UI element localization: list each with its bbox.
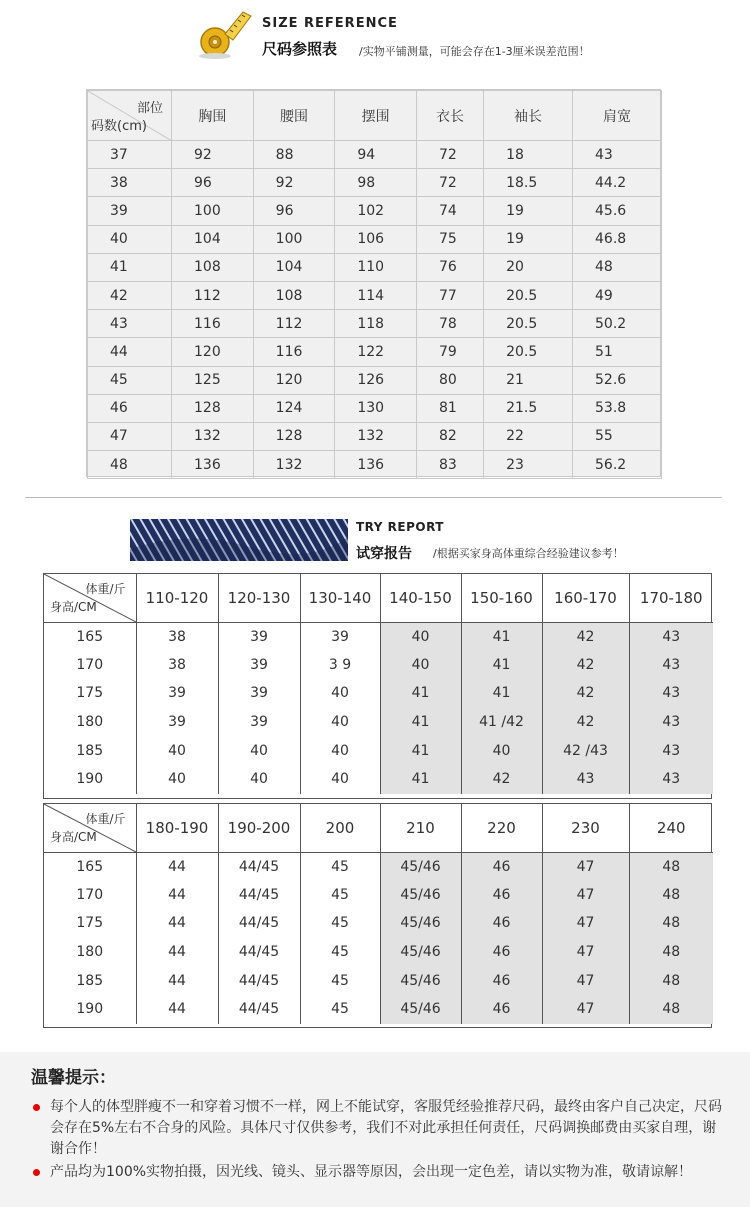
table-cell: 46 [461, 881, 542, 910]
table-cell: 46 [461, 909, 542, 938]
table-cell: 40 [380, 622, 461, 651]
table-cell: 44.2 [573, 169, 662, 197]
table-cell: 55 [573, 422, 662, 450]
table-cell: 83 [417, 451, 484, 479]
table-cell: 19 [484, 197, 573, 225]
table-cell: 44 [136, 909, 218, 938]
table-cell: 44/45 [218, 995, 300, 1024]
table-cell: 40 [218, 736, 300, 765]
table-cell: 39 [136, 679, 218, 708]
table-cell: 18.5 [484, 169, 573, 197]
table-cell: 136 [335, 451, 417, 479]
col-header-hem: 摆围 [335, 91, 417, 141]
table-cell: 41 [380, 679, 461, 708]
table-cell: 124 [253, 394, 335, 422]
table-cell: 108 [253, 281, 335, 309]
table-cell: 45 [300, 852, 380, 881]
table-cell: 40 [300, 708, 380, 737]
table-cell: 21.5 [484, 394, 573, 422]
table-cell: 56.2 [573, 451, 662, 479]
table-cell: 45/46 [380, 881, 461, 910]
table-row [44, 622, 713, 651]
try-note: /根据买家身高体重综合经验建议参考！ [433, 547, 624, 560]
table-cell: 52.6 [573, 366, 662, 394]
table-cell: 45/46 [380, 852, 461, 881]
try-title-cn: 试穿报告 [356, 546, 412, 562]
table-cell: 47 [542, 938, 629, 967]
table-row [44, 679, 713, 708]
corner-label-size: 码数(cm) [91, 119, 147, 134]
weight-range-header: 190-200 [218, 804, 300, 852]
row-label: 175 [76, 915, 104, 932]
table-cell: 39 [218, 708, 300, 737]
size-table [86, 89, 661, 477]
table-cell: 44/45 [218, 852, 300, 881]
table-cell: 39 [136, 708, 218, 737]
table-cell: 43 [629, 622, 713, 651]
table-cell: 41 [461, 651, 542, 680]
table-cell: 44 [136, 966, 218, 995]
table-cell: 43 [573, 141, 662, 169]
table-cell: 47 [542, 909, 629, 938]
table-cell: 47 [542, 995, 629, 1024]
row-label: 44 [88, 338, 172, 366]
table-cell: 38 [136, 622, 218, 651]
table-cell: 116 [172, 310, 254, 338]
table-cell: 47 [542, 966, 629, 995]
table-cell: 40 [300, 736, 380, 765]
table-cell: 47 [542, 881, 629, 910]
table-cell: 72 [417, 141, 484, 169]
table-cell: 132 [253, 451, 335, 479]
col-header-sleeve: 袖长 [484, 91, 573, 141]
col-header-chest: 胸围 [172, 91, 254, 141]
row-label: 175 [76, 685, 104, 702]
table-cell: 136 [172, 451, 254, 479]
table-cell: 118 [335, 310, 417, 338]
table-cell: 132 [335, 422, 417, 450]
weight-range-header: 120-130 [218, 574, 300, 622]
weight-range-header: 110-120 [136, 574, 218, 622]
table-cell: 42 [542, 679, 629, 708]
table-cell: 40 [461, 736, 542, 765]
table-cell: 96 [172, 169, 254, 197]
table-cell: 45 [300, 881, 380, 910]
table-cell: 120 [172, 338, 254, 366]
table-cell: 48 [629, 938, 713, 967]
size-note: /实物平铺测量，可能会存在1-3厘米误差范围！ [359, 45, 590, 58]
col-header-waist: 腰围 [253, 91, 335, 141]
row-label: 46 [88, 394, 172, 422]
table-row [88, 225, 662, 253]
table-cell: 42 [542, 651, 629, 680]
row-label: 165 [76, 628, 104, 645]
table-cell: 45.6 [573, 197, 662, 225]
row-label: 165 [76, 858, 104, 875]
table-cell: 45/46 [380, 966, 461, 995]
table-cell: 77 [417, 281, 484, 309]
table-cell: 120 [253, 366, 335, 394]
table-cell: 92 [253, 169, 335, 197]
section-divider [25, 497, 722, 498]
row-label: 170 [76, 656, 104, 673]
row-label: 185 [76, 742, 104, 759]
corner-label-weight: 体重/斤 [85, 582, 126, 596]
tips-title: 温馨提示： [31, 1068, 116, 1088]
table-row [88, 310, 662, 338]
table-cell: 122 [335, 338, 417, 366]
table-cell: 40 [136, 765, 218, 794]
table-row [44, 765, 713, 794]
table-cell: 53.8 [573, 394, 662, 422]
table-cell: 75 [417, 225, 484, 253]
table-cell: 44/45 [218, 938, 300, 967]
table-cell: 126 [335, 366, 417, 394]
table-cell: 79 [417, 338, 484, 366]
table-cell: 48 [629, 909, 713, 938]
weight-range-header: 210 [380, 804, 461, 852]
table-cell: 49 [573, 281, 662, 309]
weight-range-header: 160-170 [542, 574, 629, 622]
table-cell: 41 [461, 622, 542, 651]
table-cell: 48 [629, 852, 713, 881]
table-row [44, 881, 713, 910]
row-label: 180 [76, 714, 104, 731]
table-row [44, 938, 713, 967]
table-cell: 48 [629, 881, 713, 910]
weight-range-header: 150-160 [461, 574, 542, 622]
table-cell: 44/45 [218, 909, 300, 938]
corner-label-height: 身高/CM [50, 599, 97, 614]
table-row [88, 422, 662, 450]
row-label: 38 [88, 169, 172, 197]
table-cell: 96 [253, 197, 335, 225]
weight-range-header: 140-150 [380, 574, 461, 622]
table-cell: 104 [253, 253, 335, 281]
table-cell: 45 [300, 995, 380, 1024]
table-cell: 132 [172, 422, 254, 450]
table-cell: 39 [218, 679, 300, 708]
size-title-cn: 尺码参照表 [262, 40, 338, 58]
table-row [88, 197, 662, 225]
table-cell: 44/45 [218, 966, 300, 995]
table-cell: 3 9 [300, 651, 380, 680]
table-cell: 18 [484, 141, 573, 169]
table-cell: 44 [136, 881, 218, 910]
table-cell: 125 [172, 366, 254, 394]
table-cell: 43 [629, 765, 713, 794]
weight-range-header: 230 [542, 804, 629, 852]
tip-item: 每个人的体型胖瘦不一和穿着习惯不一样，网上不能试穿，客服凭经验推荐尺码，最终由客户自己决定，尺码会存在5%左右不合身的风险。具体尺寸仅供参考，我们不对此承担任何责任，尺码调换邮费由买家自理，谢谢合作！ [50, 1099, 722, 1157]
table-cell: 112 [172, 281, 254, 309]
table-cell: 41 [380, 765, 461, 794]
table-cell: 72 [417, 169, 484, 197]
table-cell: 21 [484, 366, 573, 394]
table-row [88, 169, 662, 197]
table-cell: 19 [484, 225, 573, 253]
table-cell: 94 [335, 141, 417, 169]
table-cell: 44 [136, 995, 218, 1024]
table-cell: 42 [542, 622, 629, 651]
size-table-corner [88, 91, 172, 141]
row-label: 185 [76, 972, 104, 989]
table-cell: 46 [461, 938, 542, 967]
corner-label-weight: 体重/斤 [85, 812, 126, 826]
table-cell: 41 /42 [461, 708, 542, 737]
table-cell: 39 [218, 651, 300, 680]
row-label: 45 [88, 366, 172, 394]
table-cell: 39 [300, 622, 380, 651]
table-cell: 42 /43 [542, 736, 629, 765]
bullet-icon [33, 1169, 40, 1176]
table-cell: 108 [172, 253, 254, 281]
table-cell: 43 [629, 679, 713, 708]
table-cell: 88 [253, 141, 335, 169]
table-cell: 40 [300, 765, 380, 794]
weight-range-header: 240 [629, 804, 713, 852]
table-cell: 78 [417, 310, 484, 338]
table-cell: 81 [417, 394, 484, 422]
row-label: 190 [76, 771, 104, 788]
table-cell: 80 [417, 366, 484, 394]
row-label: 43 [88, 310, 172, 338]
weight-range-header: 180-190 [136, 804, 218, 852]
table-cell: 48 [573, 253, 662, 281]
table-cell: 114 [335, 281, 417, 309]
table-cell: 45/46 [380, 938, 461, 967]
table-row [44, 852, 713, 881]
table-row [44, 651, 713, 680]
table-cell: 23 [484, 451, 573, 479]
striped-fabric-icon [130, 519, 348, 561]
row-label: 41 [88, 253, 172, 281]
weight-range-header: 220 [461, 804, 542, 852]
table-row [88, 338, 662, 366]
try-table-2-header-row [44, 804, 713, 852]
size-title-en: SIZE REFERENCE [262, 16, 398, 31]
table-row [88, 394, 662, 422]
table-cell: 41 [380, 708, 461, 737]
table-cell: 43 [629, 708, 713, 737]
table-cell: 116 [253, 338, 335, 366]
table-cell: 46.8 [573, 225, 662, 253]
table-cell: 20.5 [484, 281, 573, 309]
table-cell: 40 [218, 765, 300, 794]
table-row [88, 451, 662, 479]
row-label: 47 [88, 422, 172, 450]
corner-label-height: 身高/CM [50, 829, 97, 844]
table-cell: 112 [253, 310, 335, 338]
table-cell: 100 [253, 225, 335, 253]
bullet-icon [33, 1104, 40, 1111]
table-cell: 44/45 [218, 881, 300, 910]
table-cell: 45 [300, 966, 380, 995]
table-cell: 42 [461, 765, 542, 794]
table-cell: 82 [417, 422, 484, 450]
table-cell: 48 [629, 995, 713, 1024]
table-cell: 128 [253, 422, 335, 450]
table-cell: 100 [172, 197, 254, 225]
table-cell: 20.5 [484, 338, 573, 366]
table-row [44, 708, 713, 737]
table-row [88, 281, 662, 309]
try-table-2-corner [44, 804, 136, 852]
weight-range-header: 200 [300, 804, 380, 852]
row-label: 180 [76, 944, 104, 961]
table-cell: 20.5 [484, 310, 573, 338]
table-cell: 44 [136, 938, 218, 967]
table-cell: 38 [136, 651, 218, 680]
size-table-header-row [88, 91, 662, 141]
row-label: 190 [76, 1001, 104, 1018]
table-cell: 39 [218, 622, 300, 651]
table-cell: 40 [380, 651, 461, 680]
row-label: 170 [76, 886, 104, 903]
table-row [44, 995, 713, 1024]
table-cell: 20 [484, 253, 573, 281]
table-cell: 98 [335, 169, 417, 197]
table-cell: 130 [335, 394, 417, 422]
tip-item: 产品均为100%实物拍摄，因光线、镜头、显示器等原因，会出现一定色差，请以实物为准，敬请谅解！ [50, 1164, 693, 1180]
table-cell: 46 [461, 852, 542, 881]
table-cell: 46 [461, 995, 542, 1024]
table-row [88, 253, 662, 281]
col-header-shoulder: 肩宽 [573, 91, 662, 141]
table-cell: 41 [380, 736, 461, 765]
try-title-en: TRY REPORT [356, 520, 444, 534]
table-cell: 43 [629, 651, 713, 680]
weight-range-header: 130-140 [300, 574, 380, 622]
table-cell: 40 [300, 679, 380, 708]
row-label: 42 [88, 281, 172, 309]
table-cell: 48 [629, 966, 713, 995]
try-table-1 [43, 573, 712, 799]
table-cell: 45 [300, 938, 380, 967]
table-cell: 46 [461, 966, 542, 995]
table-cell: 106 [335, 225, 417, 253]
table-cell: 76 [417, 253, 484, 281]
col-header-length: 衣长 [417, 91, 484, 141]
table-cell: 43 [629, 736, 713, 765]
row-label: 48 [88, 451, 172, 479]
table-cell: 41 [461, 679, 542, 708]
table-cell: 51 [573, 338, 662, 366]
try-table-1-header-row [44, 574, 713, 622]
size-reference-header [197, 6, 657, 66]
try-table-1-corner [44, 574, 136, 622]
table-cell: 42 [542, 708, 629, 737]
table-row [88, 366, 662, 394]
row-label: 37 [88, 141, 172, 169]
table-cell: 43 [542, 765, 629, 794]
corner-label-part: 部位 [136, 101, 163, 116]
table-cell: 128 [172, 394, 254, 422]
table-row [44, 736, 713, 765]
row-label: 40 [88, 225, 172, 253]
table-cell: 45 [300, 909, 380, 938]
table-cell: 110 [335, 253, 417, 281]
table-row [88, 141, 662, 169]
try-table-2 [43, 803, 712, 1028]
table-cell: 74 [417, 197, 484, 225]
table-cell: 40 [136, 736, 218, 765]
row-label: 39 [88, 197, 172, 225]
table-cell: 104 [172, 225, 254, 253]
table-cell: 22 [484, 422, 573, 450]
measuring-tape-icon [197, 8, 255, 60]
table-row [44, 909, 713, 938]
table-cell: 92 [172, 141, 254, 169]
table-cell: 50.2 [573, 310, 662, 338]
table-cell: 44 [136, 852, 218, 881]
table-row [44, 966, 713, 995]
table-cell: 45/46 [380, 995, 461, 1024]
table-cell: 102 [335, 197, 417, 225]
weight-range-header: 170-180 [629, 574, 713, 622]
table-cell: 47 [542, 852, 629, 881]
table-cell: 45/46 [380, 909, 461, 938]
